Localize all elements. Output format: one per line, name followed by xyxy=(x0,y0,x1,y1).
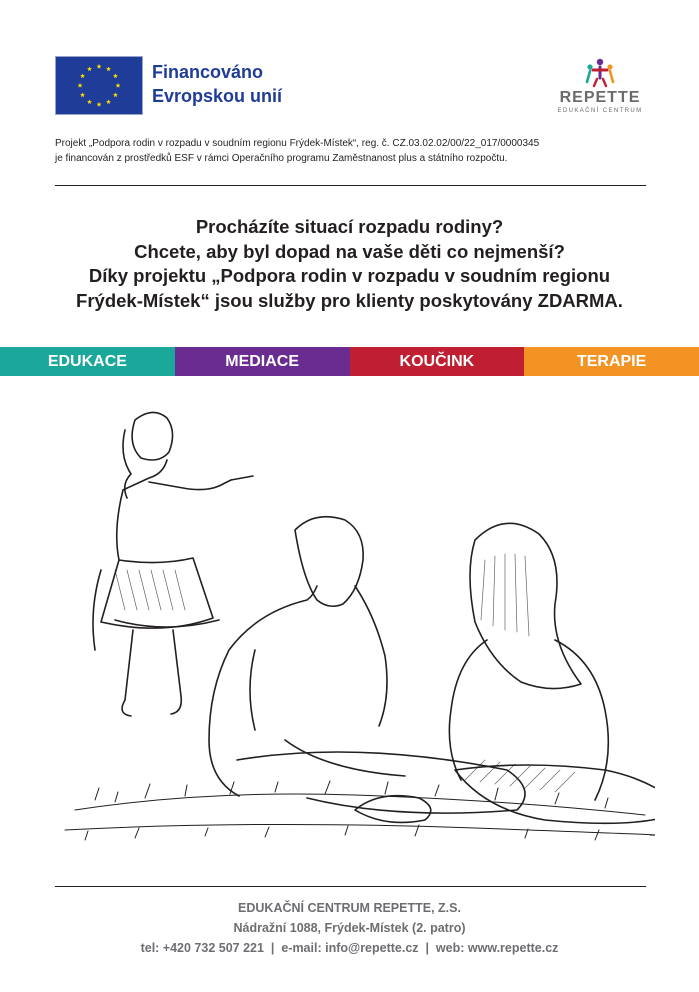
footer-contacts: tel: +420 732 507 221 | e-mail: info@repette.cz | web: www.repette.cz xyxy=(140,941,559,955)
family-sketch-illustration xyxy=(55,390,655,860)
service-terapie: TERAPIE xyxy=(524,347,699,376)
eu-star-icon xyxy=(97,64,102,69)
eu-star-icon xyxy=(97,102,102,107)
eu-star-icon xyxy=(116,83,121,88)
eu-star-icon xyxy=(106,66,111,71)
headline xyxy=(20,215,679,313)
logo-subtitle: EDUKAČNÍ CENTRUM xyxy=(557,108,643,114)
project-note-line-2: je financován z prostředků ESF v rámci Operačního programu Zaměstnanost plus a státního rozpočtu. xyxy=(55,153,508,164)
service-mediace: MEDIACE xyxy=(175,347,350,376)
girl-figure xyxy=(93,412,253,716)
man-figure xyxy=(209,517,525,823)
top-divider xyxy=(55,185,646,186)
shading xyxy=(115,554,575,792)
headline-line-2: Chcete, aby byl dopad na vaše děti co nejmenší? xyxy=(134,240,565,262)
eu-line-1: Financováno xyxy=(152,62,264,82)
eu-star-icon xyxy=(80,73,85,78)
headline-line-4: Frýdek-Místek“ jsou služby pro klienty poskytovány ZDARMA. xyxy=(76,289,623,311)
project-note-line-1: Projekt „Podpora rodin v rozpadu v soudním regionu Frýdek-Místek“, reg. č. CZ.03.02.02/00/22_017/0000345 xyxy=(55,138,540,149)
eu-star-icon xyxy=(87,99,92,104)
eu-star-icon xyxy=(80,92,85,97)
headline-line-1: Procházíte situací rozpadu rodiny? xyxy=(195,216,504,237)
logo-name: REPETTE xyxy=(559,89,641,106)
service-koucink: KOUČINK xyxy=(350,347,525,376)
eu-funding-text xyxy=(152,60,282,108)
repette-logo xyxy=(552,58,648,118)
project-note xyxy=(55,136,655,166)
footer xyxy=(0,898,699,958)
services-bar xyxy=(0,347,699,376)
eu-flag-icon xyxy=(55,56,143,115)
headline-line-3: Díky projektu „Podpora rodin v rozpadu v soudním regionu xyxy=(88,265,611,286)
eu-star-icon xyxy=(106,99,111,104)
service-edukace: EDUKACE xyxy=(0,347,175,376)
woman-figure xyxy=(449,523,655,823)
grass xyxy=(65,781,655,840)
eu-star-icon xyxy=(87,66,92,71)
bottom-divider xyxy=(55,886,646,887)
eu-star-icon xyxy=(113,92,118,97)
eu-line-2: Evropskou unií xyxy=(152,86,283,106)
footer-org: EDUKAČNÍ CENTRUM REPETTE, Z.S. xyxy=(238,901,461,915)
footer-address: Nádražní 1088, Frýdek-Místek (2. patro) xyxy=(233,921,466,935)
eu-star-icon xyxy=(78,83,83,88)
eu-star-icon xyxy=(113,73,118,78)
people-figures-icon xyxy=(580,58,620,88)
